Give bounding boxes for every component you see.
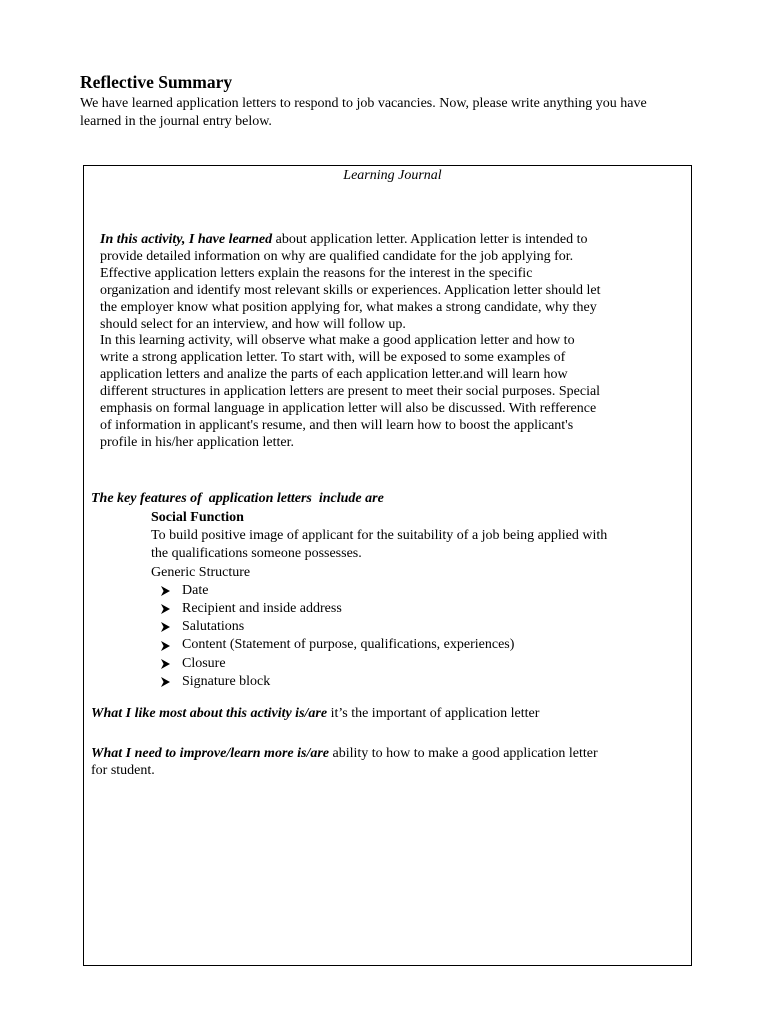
arrowhead-bullet-icon bbox=[161, 659, 170, 669]
improve-lead: What I need to improve/learn more is/are bbox=[91, 746, 329, 761]
arrowhead-bullet-icon bbox=[161, 586, 170, 596]
structure-item-label: Date bbox=[182, 582, 209, 598]
like-most-line bbox=[91, 705, 539, 723]
learning-journal-box bbox=[83, 165, 692, 966]
structure-item-label: Closure bbox=[182, 655, 226, 671]
learned-line: In this learning activity, will observe what make a good application letter and how to bbox=[100, 333, 575, 349]
learned-line: emphasis on formal language in application letter will also be discussed. With refference bbox=[100, 401, 597, 417]
structure-item-label: Recipient and inside address bbox=[182, 601, 342, 617]
list-item bbox=[161, 600, 607, 618]
like-answer: it’s the important of application letter bbox=[327, 706, 540, 721]
improve-line: for student. bbox=[91, 763, 155, 778]
learned-line: Effective application letters explain the reasons for the interest in the specific bbox=[100, 265, 533, 281]
learned-line: profile in his/her application letter. bbox=[100, 434, 294, 450]
structure-item-label: Salutations bbox=[182, 619, 245, 635]
learned-line: provide detailed information on why are qualified candidate for the job applying for. bbox=[100, 248, 574, 264]
learned-line: organization and identify most relevant skills or experiences. Application letter should let bbox=[100, 282, 601, 298]
arrowhead-bullet-icon bbox=[161, 604, 170, 614]
page-title: Reflective Summary bbox=[80, 72, 233, 92]
learned-line: application letters and analize the parts of each application letter.and will learn how bbox=[100, 367, 568, 383]
features-lead: The key features of application letters include are bbox=[91, 491, 384, 506]
structure-item-label: Signature block bbox=[182, 673, 271, 689]
arrowhead-bullet-icon bbox=[161, 622, 170, 632]
intro-paragraph bbox=[80, 95, 720, 131]
improve-paragraph bbox=[91, 745, 598, 779]
learned-line: write a strong application letter. To start with, will be exposed to some examples of bbox=[100, 350, 566, 366]
learned-line: different structures in application letters are present to meet their social purposes. Special bbox=[100, 384, 601, 400]
learned-line: of information in applicant's resume, and then will learn how to boost the applicant's bbox=[100, 417, 574, 433]
arrowhead-bullet-icon bbox=[161, 641, 170, 651]
learned-line: should select for an interview, and how will follow up. bbox=[100, 316, 406, 332]
learned-line: the employer know what position applying for, what makes a strong candidate, why they bbox=[100, 299, 597, 315]
social-function-line: To build positive image of applicant for the suitability of a job being applied with bbox=[151, 528, 608, 544]
intro-line: learned in the journal entry below. bbox=[80, 114, 272, 129]
features-section bbox=[151, 509, 607, 691]
intro-line: We have learned application letters to respond to job vacancies. Now, please write anything you have bbox=[80, 96, 647, 111]
learned-first-rest: about application letter. Application letter is intended to bbox=[272, 232, 588, 247]
learned-paragraph bbox=[100, 232, 601, 452]
improve-line bbox=[91, 745, 598, 762]
generic-structure-title: Generic Structure bbox=[151, 564, 251, 580]
list-item bbox=[161, 636, 607, 654]
learned-line bbox=[100, 232, 601, 249]
arrowhead-bullet-icon bbox=[161, 677, 170, 687]
like-lead: What I like most about this activity is/are bbox=[91, 706, 328, 721]
list-item bbox=[161, 655, 607, 673]
social-function-title: Social Function bbox=[151, 510, 244, 525]
list-item bbox=[161, 673, 607, 691]
improve-answer: ability to how to make a good application letter bbox=[329, 746, 598, 761]
list-item bbox=[161, 582, 607, 600]
structure-list bbox=[151, 582, 607, 691]
social-function-line: the qualifications someone possesses. bbox=[151, 546, 362, 562]
learned-lead: In this activity, I have learned bbox=[100, 232, 273, 247]
structure-item-label: Content (Statement of purpose, qualifications, experiences) bbox=[182, 637, 515, 653]
list-item bbox=[161, 618, 607, 636]
journal-heading: Learning Journal bbox=[343, 168, 442, 183]
